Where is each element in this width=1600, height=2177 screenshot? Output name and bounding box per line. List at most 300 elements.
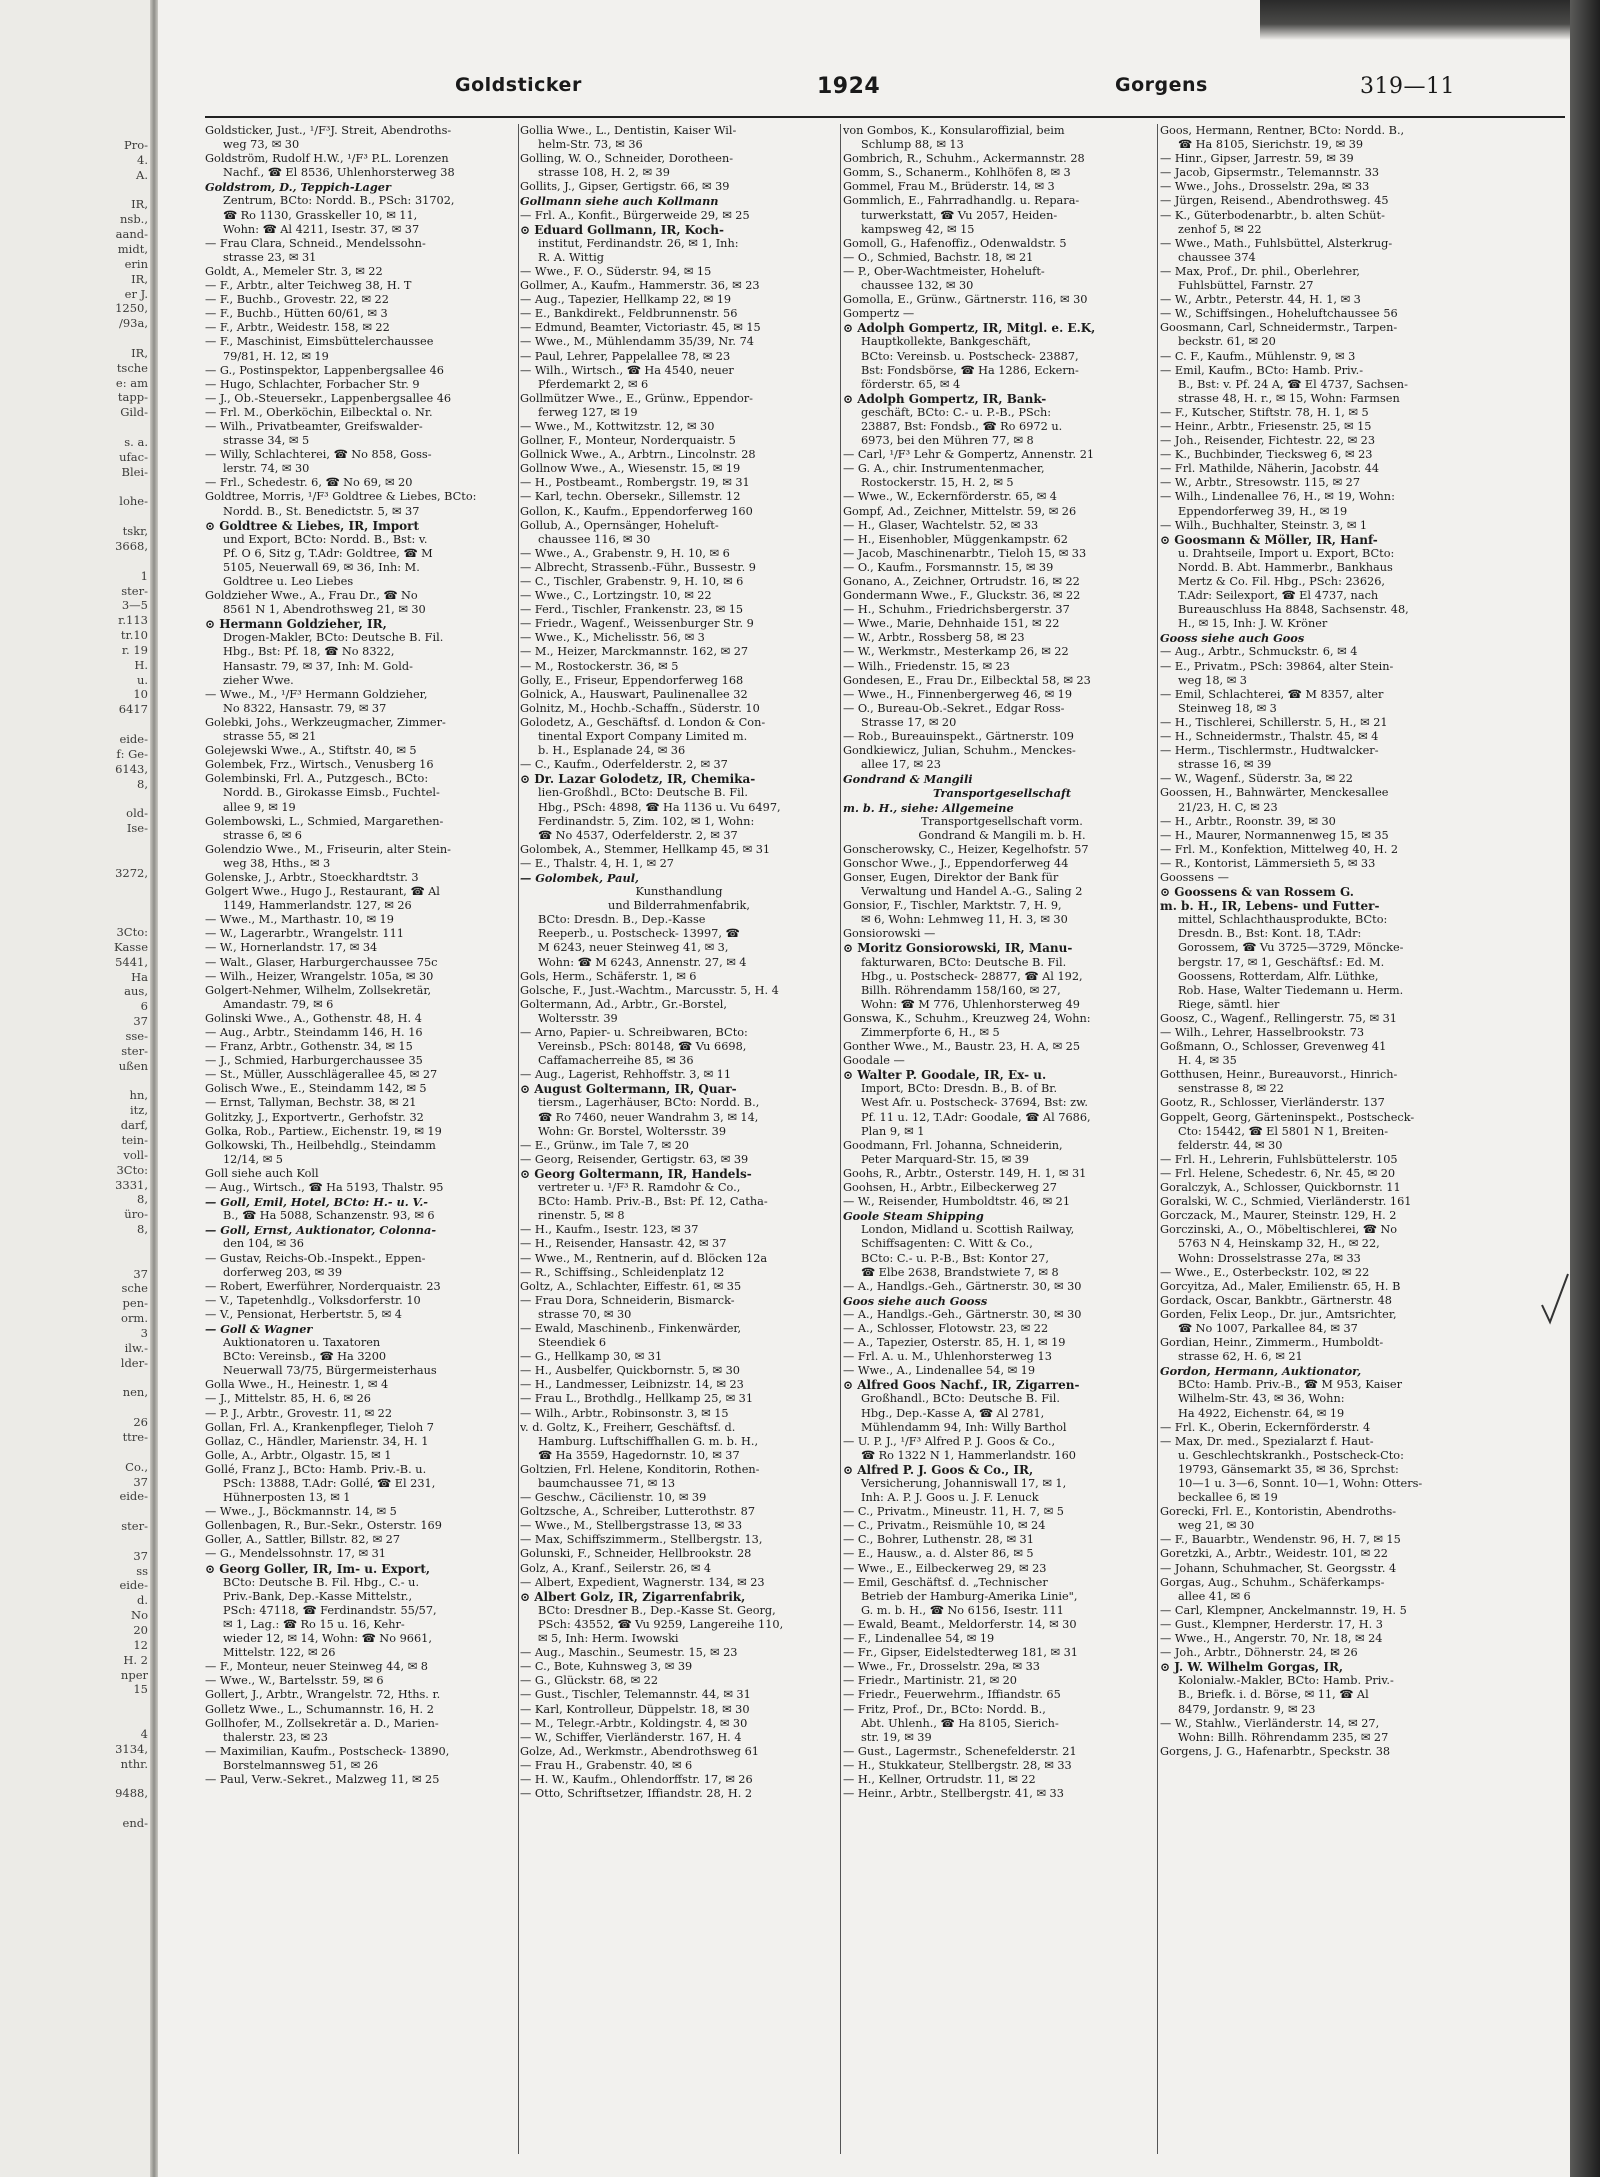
directory-entry-line: allee 41, ✉ 6 (1178, 1589, 1251, 1603)
directory-entry-line: — Hugo, Schlachter, Forbacher Str. 9 (205, 377, 420, 391)
directory-entry-line: Golombek, A., Stemmer, Hellkamp 45, ✉ 31 (520, 842, 771, 856)
directory-entry-line: — Aug., Tapezier, Hellkamp 22, ✉ 19 (520, 293, 732, 307)
directory-entry-line: Golembinski, Frl. A., Putzgesch., BCto: (205, 772, 429, 786)
directory-entry-line: — Karl, Kontrolleur, Düppelstr. 18, ✉ 30 (520, 1702, 750, 1716)
directory-entry-line: — F., Maschinist, Eimsbüttelerchaussee (205, 335, 434, 349)
directory-entry-line: Golz, A., Kranf., Seilerstr. 26, ✉ 4 (520, 1561, 712, 1575)
directory-entry-line: — Ewald, Maschinenb., Finkenwärder, (520, 1321, 742, 1335)
directory-entry-line: Strasse 17, ✉ 20 (861, 715, 957, 729)
directory-entry-line: — W., Schiffer, Vierländerstr. 167, H. 4 (520, 1730, 742, 1744)
previous-page-fragment: r.113 (118, 613, 148, 628)
previous-page-fragment: sche (121, 1281, 148, 1296)
directory-entry-line: — Frau H., Grabenstr. 40, ✉ 6 (520, 1758, 693, 1772)
directory-entry-line: — Joh., Arbtr., Döhnerstr. 24, ✉ 26 (1160, 1646, 1358, 1660)
directory-entry-line: Golgert Wwe., Hugo J., Restaurant, ☎ Al (205, 885, 440, 899)
directory-entry-line: 21/23, H. C, ✉ 23 (1178, 800, 1278, 814)
directory-entry-line: Zimmerpforte 6, H., ✉ 5 (861, 1026, 1000, 1039)
directory-entry-line: — Franz, Arbtr., Gothenstr. 34, ✉ 15 (205, 1040, 413, 1054)
directory-entry-line: — W., Wagenf., Süderstr. 3a, ✉ 22 (1160, 772, 1353, 786)
column-4 (1160, 124, 1478, 2154)
directory-entry-line: ✉ 1, Lag.: ☎ Ro 15 u. 16, Kehr- (223, 1617, 405, 1631)
scan-shadow-top (1260, 0, 1600, 40)
previous-page-fragment: lohe- (119, 494, 148, 509)
directory-entry-line: — Wilh., Lehrer, Hasselbrookstr. 73 (1160, 1026, 1365, 1039)
directory-entry-line: — W., Werkmstr., Mesterkamp 26, ✉ 22 (843, 645, 1069, 659)
directory-entry-line: — C. F., Kaufm., Mühlenstr. 9, ✉ 3 (1160, 349, 1356, 363)
directory-entry-line: — Georg, Reisender, Gertigstr. 63, ✉ 39 (520, 1152, 749, 1166)
directory-entry-line: — H., Maurer, Normannenweg 15, ✉ 35 (1160, 828, 1389, 842)
directory-entry-line: — E., Bankdirekt., Feldbrunnenstr. 56 (520, 307, 738, 321)
previous-page-fragment: 4. (137, 152, 148, 167)
directory-entry-line: — Robert, Ewerführer, Norderquaistr. 23 (205, 1279, 441, 1293)
directory-entry-line: — O., Bureau-Ob.-Sekret., Edgar Ross- (843, 701, 1065, 715)
previous-page-fragment: IR, (131, 345, 148, 360)
directory-entry-line: strasse 23, ✉ 31 (223, 250, 317, 264)
directory-entry-line: Gollits, J., Gipser, Gertigstr. 66, ✉ 39 (520, 180, 730, 194)
directory-entry-line: ⊙ Adolph Gompertz, IR, Mitgl. e. E.K, (843, 321, 1096, 336)
column-3 (843, 124, 1161, 2154)
directory-entry-line: Goos, Hermann, Rentner, BCto: Nordd. B., (1160, 124, 1405, 137)
directory-entry-line: kampsweg 42, ✉ 15 (861, 222, 975, 236)
directory-entry-line: B., Bst: v. Pf. 24 A, ☎ El 4737, Sachsen- (1178, 377, 1408, 391)
directory-entry-line: Goretzki, A., Arbtr., Weidestr. 101, ✉ 22 (1160, 1547, 1388, 1561)
directory-entry-line: Schlump 88, ✉ 13 (861, 138, 964, 152)
directory-entry-line: strasse 55, ✉ 21 (223, 730, 317, 744)
previous-page-fragment: 37 (133, 1474, 148, 1489)
directory-entry-line: — Wilh., Buchhalter, Steinstr. 3, ✉ 1 (1160, 518, 1368, 532)
directory-entry-line: — Ewald, Beamt., Meldorferstr. 14, ✉ 30 (843, 1617, 1077, 1631)
directory-entry-line: 6973, bei den Mühren 77, ✉ 8 (861, 434, 1034, 448)
directory-entry-line: — W., Hornerlandstr. 17, ✉ 34 (205, 941, 378, 955)
previous-page-fragment: sse- (125, 1029, 148, 1043)
previous-page-fragment: e: am (115, 375, 148, 390)
directory-entry-line: — Golombek, Paul, (520, 870, 639, 885)
directory-entry-line: weg 38, Hths., ✉ 3 (223, 856, 331, 870)
directory-entry-line: Abt. Uhlenh., ☎ Ha 8105, Sierich- (861, 1716, 1059, 1730)
previous-page-fragment: /93a, (118, 316, 148, 331)
directory-entry-line: Goller, A., Sattler, Billstr. 82, ✉ 27 (205, 1533, 401, 1547)
directory-entry-line: — W., Arbtr., Rossberg 58, ✉ 23 (843, 631, 1025, 645)
directory-entry-line: Gorczack, M., Maurer, Steinstr. 129, H. 2 (1160, 1209, 1397, 1223)
directory-entry-line: und Export, BCto: Nordd. B., Bst: v. (223, 532, 428, 546)
directory-entry-line: Hamburg. Luftschiffhallen G. m. b. H., (538, 1434, 759, 1448)
directory-entry-line: Drogen-Makler, BCto: Deutsche B. Fil. (223, 631, 444, 645)
directory-entry-line: Goossens — (1160, 870, 1229, 884)
directory-entry-line: — H., Schuhm., Friedrichsbergerstr. 37 (843, 603, 1070, 617)
directory-entry-line: — E., Grünw., im Tale 7, ✉ 20 (520, 1138, 689, 1152)
directory-entry-line: Schiffsagenten: C. Witt & Co., (861, 1237, 1033, 1251)
directory-entry-line: — Frl. A., Konfit., Bürgerweide 29, ✉ 25 (520, 208, 750, 222)
directory-entry-line: Golling, W. O., Schneider, Dorotheen- (520, 152, 734, 166)
directory-entry-line: — Wilh., Wirtsch., ☎ Ha 4540, neuer (520, 363, 734, 377)
previous-page-fragment: A. (136, 167, 148, 182)
directory-entry-line: — Frl. Mathilde, Näherin, Jacobstr. 44 (1160, 462, 1380, 476)
directory-entry-line: tinental Export Company Limited m. (538, 730, 748, 744)
previous-page-fragment: 3Cto: (116, 925, 148, 940)
previous-page-fragment: 3Cto: (116, 1162, 148, 1177)
directory-entry-line: ☎ Ha 3559, Hagedornstr. 10, ✉ 37 (538, 1448, 740, 1462)
directory-entry-line: — U. P. J., ¹/F³ Alfred P. J. Goos & Co., (843, 1434, 1056, 1448)
previous-page-fragment: 3331, (115, 1177, 148, 1192)
directory-entry-line: Goos siehe auch Gooss (843, 1293, 988, 1308)
directory-entry-line: turwerkstatt, ☎ Vu 2057, Heiden- (861, 208, 1058, 222)
directory-entry-line: Gombrich, R., Schuhm., Ackermannstr. 28 (843, 152, 1085, 166)
directory-entry-line: str. 19, ✉ 39 (861, 1730, 932, 1744)
directory-entry-line: — Aug., Lagerist, Rehhoffstr. 3, ✉ 11 (520, 1068, 732, 1082)
previous-page-fragment: Pro- (123, 138, 148, 152)
directory-entry-line: beckallee 6, ✉ 19 (1178, 1491, 1278, 1505)
directory-entry-line: Gorgens, J. G., Hafenarbtr., Speckstr. 38 (1160, 1744, 1391, 1758)
handwritten-check-mark (1540, 1270, 1570, 1330)
directory-entry-line: — C., Kaufm., Oderfelderstr. 2, ✉ 37 (520, 758, 728, 772)
directory-entry-line: — G., Hellkamp 30, ✉ 31 (520, 1350, 663, 1364)
directory-entry-line: ☎ Ha 8105, Sierichstr. 19, ✉ 39 (1178, 138, 1364, 152)
directory-entry-line: b. H., Esplanade 24, ✉ 36 (538, 744, 686, 758)
directory-entry-line: H. 4, ✉ 35 (1178, 1054, 1237, 1068)
directory-entry-line: PSch: 47118, ☎ Ferdinandstr. 55/57, (223, 1603, 437, 1617)
directory-entry-line: weg 21, ✉ 30 (1178, 1519, 1255, 1533)
directory-entry-line: Gollaz, C., Händler, Marienstr. 34, H. 1 (205, 1434, 429, 1448)
directory-entry-line: — Paul, Verw.-Sekret., Malzweg 11, ✉ 25 (205, 1772, 440, 1786)
previous-page-edge (0, 0, 158, 2177)
previous-page-fragment: 3272, (115, 865, 148, 880)
previous-page-fragment: 3 (140, 1326, 148, 1340)
directory-entry-line: London, Midland u. Scottish Railway, (861, 1223, 1075, 1237)
directory-entry-line: — F., Buchb., Hütten 60/61, ✉ 3 (205, 307, 388, 321)
directory-entry-line: Gonsior, F., Tischler, Marktstr. 7, H. 9, (843, 899, 1062, 913)
directory-entry-line: Peter Marquard-Str. 15, ✉ 39 (861, 1152, 1029, 1166)
directory-entry-line: BCto: C.- u. P.-B., Bst: Kontor 27, (861, 1251, 1049, 1265)
directory-entry-line: Golly, E., Friseur, Eppendorferweg 168 (520, 673, 744, 687)
directory-entry-line: — Wwe., M., Marthastr. 10, ✉ 19 (205, 913, 394, 927)
previous-page-fragment: ss (136, 1563, 148, 1578)
previous-page-fragment: erin (124, 256, 148, 271)
directory-entry-line: Golletz Wwe., L., Schumannstr. 16, H. 2 (205, 1702, 434, 1716)
directory-entry-line: Wohn: ☎ M 6243, Annenstr. 27, ✉ 4 (538, 955, 747, 969)
directory-entry-line: Hühnerposten 13, ✉ 1 (223, 1491, 351, 1505)
directory-entry-line: Pf. 11 u. 12, T.Adr: Goodale, ☎ Al 7686, (861, 1110, 1091, 1124)
previous-page-fragment: nthr. (120, 1756, 148, 1771)
previous-page-fragment: tr.10 (120, 628, 148, 643)
directory-entry-line: Fuhlsbüttel, Farnstr. 27 (1178, 279, 1314, 293)
directory-entry-line: — Emil, Schlachterei, ☎ M 8357, alter (1160, 687, 1384, 701)
directory-entry-line: Golkowski, Th., Heilbehdlg., Steindamm (205, 1138, 436, 1152)
directory-entry-line: ✉ 6, Wohn: Lehmweg 11, H. 3, ✉ 30 (861, 913, 1068, 927)
directory-entry-line: Gollon, K., Kaufm., Eppendorferweg 160 (520, 504, 753, 518)
previous-page-fragment: f: Ge- (116, 746, 148, 761)
header-rule (205, 116, 1565, 118)
directory-entry-line: Golgert-Nehmer, Wilhelm, Zollsekretär, (205, 983, 432, 997)
directory-entry-line: Kunsthandlung (635, 885, 723, 899)
directory-entry-line: — K., Buchbinder, Tiecksweg 6, ✉ 23 (1160, 448, 1373, 462)
directory-entry-line: Hauptkollekte, Bankgeschäft, (861, 335, 1031, 349)
directory-entry-line: von Gombos, K., Konsularoffizial, beim (843, 124, 1065, 137)
directory-entry-line: ☎ No 4537, Oderfelderstr. 2, ✉ 37 (538, 828, 738, 842)
directory-entry-line: — Carl, ¹/F³ Lehr & Gompertz, Annenstr. 21 (843, 448, 1095, 462)
directory-entry-line: Zentrum, BCto: Nordd. B., PSch: 31702, (223, 194, 455, 208)
directory-entry-line: — Wwe., Johs., Drosselstr. 29a, ✉ 33 (1160, 180, 1370, 194)
previous-page-fragment: s. a. (124, 435, 148, 449)
directory-entry-line: — Goll & Wagner (205, 1321, 313, 1336)
previous-page-fragment: 3134, (115, 1741, 148, 1756)
directory-entry-line: Golitzky, J., Exportvertr., Gerhofstr. 32 (205, 1110, 424, 1124)
directory-entry-line: — Wwe., A., Grabenstr. 9, H. 10, ✉ 6 (520, 546, 730, 560)
directory-entry-line: Golinski Wwe., A., Gothenstr. 48, H. 4 (205, 1011, 422, 1025)
running-head-year: 1924 (817, 74, 881, 99)
directory-entry-line: — W., Reisender, Humboldtstr. 46, ✉ 21 (843, 1195, 1071, 1209)
directory-entry-line: ☎ Ro 1322 N 1, Hammerlandstr. 160 (861, 1448, 1076, 1462)
directory-entry-line: ⊙ Eduard Gollmann, IR, Koch- (520, 222, 724, 237)
directory-entry-line: — H., Tischlerei, Schillerstr. 5, H., ✉ 21 (1160, 715, 1388, 729)
previous-page-fragment: midt, (117, 241, 148, 256)
directory-entry-line: Gollner, F., Monteur, Norderquaistr. 5 (520, 434, 736, 448)
directory-entry-line: Goralczyk, A., Schlosser, Quickbornstr. 11 (1160, 1181, 1401, 1195)
directory-entry-line: Betrieb der Hamburg-Amerika Linie", (861, 1589, 1078, 1603)
previous-page-fragment: 26 (133, 1415, 148, 1430)
previous-page-fragment: orm. (121, 1311, 148, 1326)
directory-entry-line: — H., Stukkateur, Stellbergstr. 28, ✉ 33 (843, 1758, 1072, 1772)
directory-entry-line: G. m. b. H., ☎ No 6156, Isestr. 111 (861, 1603, 1064, 1617)
directory-entry-line: — Wwe., H., Finnenbergerweg 46, ✉ 19 (843, 687, 1073, 701)
directory-entry-line: u. Drahtseile, Import u. Export, BCto: (1178, 546, 1395, 560)
directory-entry-line: felderstr. 44, ✉ 30 (1178, 1138, 1283, 1152)
directory-entry-line: — G. A., chir. Instrumentenmacher, (843, 462, 1045, 476)
directory-entry-line: BCto: Dresdner B., Dep.-Kasse St. Georg, (538, 1603, 776, 1617)
directory-entry-line: — Rob., Bureauinspekt., Gärtnerstr. 109 (843, 730, 1074, 744)
directory-entry-line: Gollmützer Wwe., E., Grünw., Eppendor- (520, 391, 753, 405)
column-1 (205, 124, 523, 2154)
directory-entry-line: — Frl. M., Oberköchin, Eilbecktal o. Nr. (205, 405, 433, 419)
directory-entry-line: Bureauschluss Ha 8848, Sachsenstr. 48, (1178, 603, 1409, 617)
directory-entry-line: Gorcyitza, Ad., Maler, Emilienstr. 65, H. B (1160, 1279, 1401, 1293)
directory-entry-line: rinenstr. 5, ✉ 8 (538, 1209, 625, 1223)
column-divider (840, 124, 841, 2154)
directory-entry-line: — G., Mendelssohnstr. 17, ✉ 31 (205, 1547, 386, 1561)
directory-entry-line: — A., Handlgs.-Geh., Gärtnerstr. 30, ✉ 30 (843, 1279, 1082, 1293)
directory-entry-line: Gollnow Wwe., A., Wiesenstr. 15, ✉ 19 (520, 462, 741, 476)
previous-page-fragment: ußen (118, 1058, 148, 1073)
directory-entry-line: — Gust., Tischler, Telemannstr. 44, ✉ 31 (520, 1688, 751, 1702)
directory-entry-line: Golembek, Frz., Wirtsch., Venusberg 16 (205, 758, 434, 772)
directory-entry-line: — H. W., Kaufm., Ohlendorffstr. 17, ✉ 26 (520, 1772, 753, 1786)
directory-entry-line: Bst: Fondsbörse, ☎ Ha 1286, Eckern- (861, 363, 1079, 377)
directory-entry-line: förderstr. 65, ✉ 4 (861, 377, 961, 391)
directory-entry-line: — H., Landmesser, Leibnizstr. 14, ✉ 23 (520, 1378, 744, 1392)
previous-page-fragment: pen- (122, 1296, 148, 1311)
previous-page-fragment: 1 (140, 568, 148, 583)
directory-entry-line: — Fr., Gipser, Eidelstedterweg 181, ✉ 31 (843, 1646, 1078, 1660)
directory-entry-line: Gorgas, Aug., Schuhm., Schäferkamps- (1160, 1575, 1385, 1589)
directory-entry-line: zenhof 5, ✉ 22 (1178, 222, 1262, 236)
directory-entry-line: — Heinr., Arbtr., Friesenstr. 25, ✉ 15 (1160, 419, 1372, 433)
directory-entry-line: Wohn: Billh. Röhrendamm 235, ✉ 27 (1178, 1730, 1389, 1744)
directory-entry-line: lien-Großhdl., BCto: Deutsche B. Fil. (538, 786, 748, 800)
directory-entry-line: Rob. Hase, Walter Tiedemann u. Herm. (1178, 983, 1404, 997)
previous-page-fragment: Ise- (126, 821, 148, 836)
directory-entry-line: — F., Kutscher, Stiftstr. 78, H. 1, ✉ 5 (1160, 405, 1369, 419)
directory-entry-line: — Emil, Geschäftsf. d. „Technischer (843, 1575, 1048, 1589)
previous-page-fragment: 9488, (115, 1786, 148, 1801)
directory-entry-line: — Wwe., Marie, Dehnhaide 151, ✉ 22 (843, 617, 1060, 631)
directory-entry-line: — Max, Dr. med., Spezialarzt f. Haut- (1160, 1434, 1374, 1448)
directory-entry-line: Goossens, Rotterdam, Alfr. Lüthke, (1178, 969, 1379, 983)
directory-entry-line: Mühlendamm 94, Inh: Willy Barthol (861, 1420, 1067, 1434)
directory-entry-line: Versicherung, Johanniswall 17, ✉ 1, (861, 1477, 1067, 1490)
directory-entry-line: — Wwe., W., Eckernförderstr. 65, ✉ 4 (843, 490, 1057, 504)
directory-entry-line: BCto: Deutsche B. Fil. Hbg., C.- u. (223, 1575, 420, 1589)
directory-entry-line: 19793, Gänsemarkt 35, ✉ 36, Sprchst: (1178, 1462, 1399, 1476)
directory-entry-line: weg 73, ✉ 30 (223, 138, 300, 152)
previous-page-fragment: end- (122, 1816, 148, 1831)
directory-entry-line: baumchaussee 71, ✉ 13 (538, 1477, 676, 1490)
directory-entry-line: Wohn: ☎ M 776, Uhlenhorsterweg 49 (861, 997, 1080, 1011)
previous-page-fragment: nen, (122, 1385, 148, 1400)
directory-entry-line: 5105, Neuerwall 69, ✉ 36, Inh: M. (223, 560, 420, 574)
directory-entry-line: — R., Kontorist, Lämmersieth 5, ✉ 33 (1160, 856, 1376, 870)
previous-page-fragment: Kasse (113, 939, 148, 954)
directory-entry-line: — Wwe., A., Lindenallee 54, ✉ 19 (843, 1364, 1036, 1378)
directory-entry-line: Goll siehe auch Koll (205, 1166, 319, 1180)
directory-entry-line: 8561 N 1, Abendrothsweg 21, ✉ 30 (223, 603, 426, 617)
directory-entry-line: — Wilh., Arbtr., Robinsonstr. 3, ✉ 15 (520, 1406, 729, 1420)
directory-entry-line: Goltermann, Ad., Arbtr., Gr.-Borstel, (520, 997, 727, 1011)
directory-entry-line: — Wwe., J., Böckmannstr. 14, ✉ 5 (205, 1505, 397, 1519)
previous-page-fragment: 8, (137, 1222, 148, 1237)
previous-page-fragment: eide- (119, 732, 148, 746)
directory-entry-line: Goßmann, O., Schlosser, Grevenweg 41 (1160, 1040, 1387, 1054)
directory-entry-line: tiersm., Lagerhäuser, BCto: Nordd. B., (538, 1096, 760, 1110)
directory-entry-line: vertreter u. ¹/F³ R. Ramdohr & Co., (538, 1181, 741, 1195)
directory-entry-line: Cto: 15442, ☎ El 5801 N 1, Breiten- (1178, 1124, 1389, 1138)
directory-entry-line: strasse 16, ✉ 39 (1178, 758, 1272, 772)
directory-entry-line: ☎ Ro 7460, neuer Wandrahm 3, ✉ 14, (538, 1110, 759, 1124)
directory-entry-line: Auktionatoren u. Taxatoren (223, 1336, 381, 1350)
directory-entry-line: Golunski, F., Schneider, Hellbrookstr. 28 (520, 1547, 752, 1561)
directory-entry-line: ⊙ Georg Goller, IR, Im- u. Export, (205, 1561, 431, 1576)
directory-entry-line: — J., Schmied, Harburgerchaussee 35 (205, 1054, 423, 1068)
directory-entry-line: — Fritz, Prof., Dr., BCto: Nordd. B., (843, 1702, 1046, 1716)
directory-entry-line: — Frau L., Brothdlg., Hellkamp 25, ✉ 31 (520, 1392, 754, 1406)
previous-page-fragment: 12 (133, 1637, 148, 1652)
directory-entry-line: — W., Schiffsingen., Hoheluftchaussee 56 (1160, 307, 1398, 321)
directory-entry-line: — E., Thalstr. 4, H. 1, ✉ 27 (520, 856, 674, 870)
directory-entry-line: Golla Wwe., H., Heinestr. 1, ✉ 4 (205, 1378, 389, 1392)
directory-entry-line: — H., Kellner, Ortrudstr. 11, ✉ 22 (843, 1772, 1036, 1786)
directory-entry-line: Goosmann, Carl, Schneidermstr., Tarpen- (1160, 321, 1398, 335)
directory-entry-line: Golendzio Wwe., M., Friseurin, alter Stein- (205, 842, 451, 856)
directory-entry-line: Goppelt, Georg, Gärteninspekt., Postscheck- (1160, 1110, 1415, 1124)
directory-entry-line: — Friedr., Wagenf., Weissenburger Str. 9 (520, 617, 754, 631)
directory-entry-line: Goossen, H., Bahnwärter, Menckesallee (1160, 786, 1389, 800)
directory-entry-line: — Wwe., W., Bartelsstr. 59, ✉ 6 (205, 1674, 384, 1688)
directory-entry-line: Goldtree, Morris, ¹/F³ Goldtree & Liebes, BCto: (205, 490, 477, 504)
directory-entry-line: — F., Monteur, neuer Steinweg 44, ✉ 8 (205, 1660, 428, 1674)
previous-page-fragment: 37 (133, 1266, 148, 1281)
directory-entry-line: — C., Bote, Kuhnsweg 3, ✉ 39 (520, 1660, 693, 1674)
directory-entry-line: Großhandl., BCto: Deutsche B. Fil. (861, 1392, 1060, 1406)
directory-entry-line: — C., Bohrer, Luthenstr. 28, ✉ 31 (843, 1533, 1034, 1547)
previous-page-fragment: üro- (124, 1207, 148, 1222)
directory-entry-line: — Wilh., Privatbeamter, Greifswalder- (205, 419, 423, 433)
directory-entry-line: — H., Kaufm., Isestr. 123, ✉ 37 (520, 1223, 699, 1237)
directory-entry-line: Goodale — (843, 1054, 905, 1068)
directory-entry-line: — Jürgen, Reisend., Abendrothsweg. 45 (1160, 194, 1389, 208)
directory-entry-line: — E., Privatm., PSch: 39864, alter Stein- (1160, 659, 1394, 673)
directory-entry-line: Gonser, Eugen, Direktor der Bank für (843, 870, 1059, 884)
directory-entry-line: BCto: Hamb. Priv.-B., Bst: Pf. 12, Catha- (538, 1195, 768, 1209)
directory-entry-line: — H., Schneidermstr., Thalstr. 45, ✉ 4 (1160, 730, 1379, 744)
directory-entry-line: Gorossem, ☎ Vu 3725—3729, Möncke- (1178, 941, 1404, 955)
directory-entry-line: Goldström, Rudolf H.W., ¹/F³ P.L. Lorenzen (205, 152, 449, 166)
running-head-first-entry: Goldsticker (455, 74, 582, 96)
directory-entry-line: Nordd. B. Abt. Hammerbr., Bankhaus (1178, 560, 1393, 574)
directory-entry-line: — Aug., Maschin., Seumestr. 15, ✉ 23 (520, 1646, 738, 1660)
directory-entry-line: Import, BCto: Dresdn. B., B. of Br. (861, 1082, 1058, 1096)
previous-page-fragment: nsb., (120, 212, 148, 227)
directory-entry-line: — Gust., Lagermstr., Schenefelderstr. 21 (843, 1744, 1077, 1758)
directory-entry-line: Nordd. B., Girokasse Eimsb., Fuchtel- (223, 786, 440, 800)
directory-entry-line: Goole Steam Shipping (843, 1209, 984, 1224)
directory-entry-line: Goosz, C., Wagenf., Rellingerstr. 75, ✉ 31 (1160, 1011, 1397, 1025)
directory-entry-line: — Aug., Wirtsch., ☎ Ha 5193, Thalstr. 95 (205, 1181, 444, 1195)
directory-entry-line: Gomolla, E., Grünw., Gärtnerstr. 116, ✉ 30 (843, 293, 1088, 307)
directory-entry-line: — Max, Prof., Dr. phil., Oberlehrer, (1160, 264, 1360, 278)
directory-entry-line: Steendiek 6 (538, 1336, 607, 1350)
directory-entry-line: — Goll, Emil, Hotel, BCto: H.- u. V.- (205, 1195, 428, 1210)
directory-entry-line: B., Briefk. i. d. Börse, ✉ 11, ☎ Al (1178, 1688, 1369, 1702)
directory-entry-line: — A., Schlosser, Flotowstr. 23, ✉ 22 (843, 1321, 1049, 1335)
directory-entry-line: Gollenbagen, R., Bur.-Sekr., Osterstr. 169 (205, 1519, 442, 1533)
directory-entry-line: ⊙ Georg Goltermann, IR, Handels- (520, 1166, 752, 1181)
directory-entry-line: — J., Ob.-Steuersekr., Lappenbergsallee 46 (205, 391, 452, 405)
previous-page-fragment: IR, (131, 197, 148, 212)
directory-entry-line: strasse 62, H. 6, ✉ 21 (1178, 1350, 1303, 1364)
page-number: 319—11 (1360, 74, 1455, 99)
directory-entry-line: strasse 6, ✉ 6 (223, 828, 302, 842)
directory-entry-line: u. Geschlechtskrankh., Postscheck-Cto: (1178, 1448, 1404, 1462)
directory-entry-line: Gondesen, E., Frau Dr., Eilbecktal 58, ✉ 23 (843, 673, 1091, 687)
directory-entry-line: Wilhelm-Str. 43, ✉ 36, Wohn: (1178, 1392, 1345, 1406)
previous-page-fragment: er J. (124, 286, 148, 301)
directory-entry-line: Goodmann, Frl. Johanna, Schneiderin, (843, 1138, 1063, 1152)
directory-entry-line: ⊙ Alfred Goos Nachf., IR, Zigarren- (843, 1378, 1080, 1393)
directory-entry-line: — Wwe., C., Lortzingstr. 10, ✉ 22 (520, 589, 712, 603)
directory-entry-line: Borstelmannsweg 51, ✉ 26 (223, 1758, 379, 1772)
directory-entry-line: lerstr. 74, ✉ 30 (223, 462, 310, 476)
directory-entry-line: 12/14, ✉ 5 (223, 1152, 283, 1166)
directory-entry-line: — O., Kaufm., Forsmannstr. 15, ✉ 39 (843, 560, 1054, 574)
directory-entry-line: — H., Arbtr., Roonstr. 39, ✉ 30 (1160, 814, 1336, 828)
directory-entry-line: — M., Telegr.-Arbtr., Koldingstr. 4, ✉ 30 (520, 1716, 748, 1730)
directory-entry-line: Gomm, S., Schanerm., Kohlhöfen 8, ✉ 3 (843, 166, 1071, 180)
previous-page-fragment: Co., (125, 1459, 148, 1474)
directory-entry-line: — Herm., Tischlermstr., Hudtwalcker- (1160, 744, 1379, 758)
directory-entry-line: — P., Ober-Wachtmeister, Hoheluft- (843, 264, 1045, 278)
directory-entry-line: Plan 9, ✉ 1 (861, 1124, 925, 1138)
directory-entry-line: — F., Lindenallee 54, ✉ 19 (843, 1632, 995, 1646)
previous-page-fragment: nper (120, 1667, 148, 1682)
directory-entry-line: Gondermann Wwe., F., Gluckstr. 36, ✉ 22 (843, 589, 1081, 603)
previous-page-fragment: r. 19 (121, 642, 148, 657)
previous-page-fragment: old- (126, 806, 148, 821)
directory-entry-line: ⊙ Alfred P. J. Goos & Co., IR, (843, 1462, 1034, 1477)
previous-page-fragment: d. (136, 1593, 148, 1608)
directory-entry-line: — C., Privatm., Mineustr. 11, H. 7, ✉ 5 (843, 1505, 1064, 1519)
directory-entry-line: Gonther Wwe., M., Baustr. 23, H. A, ✉ 25 (843, 1040, 1081, 1054)
previous-page-fragment: ster- (121, 1043, 148, 1058)
directory-entry-line: Goldstrom, D., Teppich-Lager (205, 180, 391, 195)
previous-page-fragment: eide- (119, 1578, 148, 1593)
